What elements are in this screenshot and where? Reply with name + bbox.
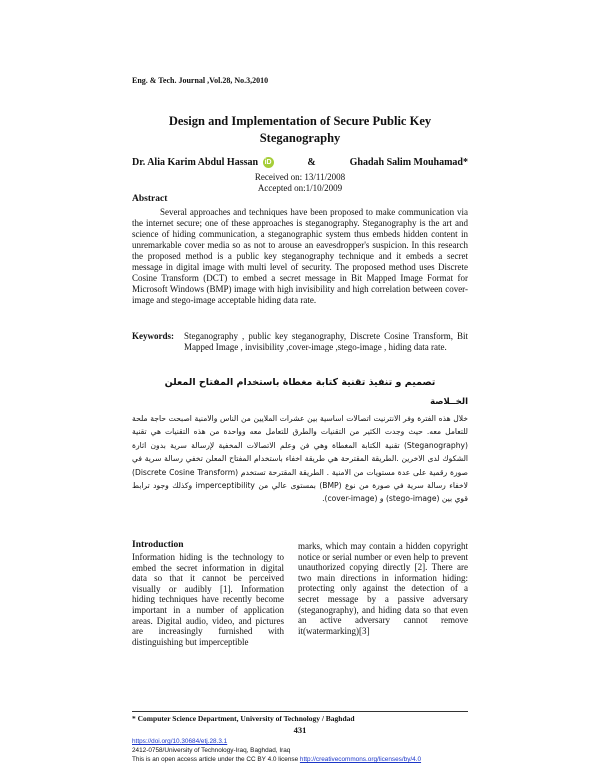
license-text: This is an open access article under the CC BY 4.0 license xyxy=(132,756,299,763)
license-line xyxy=(132,755,421,764)
keywords xyxy=(132,331,468,353)
license-link[interactable]: http://creativecommons.org/licenses/by/4.0 xyxy=(299,756,422,763)
introduction-heading: Introduction xyxy=(132,540,184,550)
keywords-text: Steganography , public key steganography, Discrete Cosine Transform, Bit Mapped Image , invisibility ,cover-image ,stego-image , hiding data rate. xyxy=(184,331,468,352)
arabic-abstract-heading: الخــلاصة xyxy=(430,397,468,407)
dates xyxy=(132,172,468,193)
publication-meta xyxy=(132,737,421,764)
received-date: Received on: 13/11/2008 xyxy=(254,172,346,182)
accepted-date: Accepted on:1/10/2009 xyxy=(257,182,343,193)
footnote-divider xyxy=(132,711,468,712)
author-2-name: Ghadah Salim Mouhamad* xyxy=(349,157,468,169)
issn-line: 2412-0758/University of Technology-Iraq, Baghdad, Iraq xyxy=(132,747,291,754)
doi-link[interactable]: https://doi.org/10.30684/etj.28.3.1 xyxy=(132,738,228,745)
abstract-heading: Abstract xyxy=(132,194,168,204)
page-number: 431 xyxy=(293,725,307,735)
affiliation-footnote: * Computer Science Department, University of Technology / Baghdad xyxy=(132,714,355,723)
arabic-title: تصميم و تنفيذ تقنية كتابة مغطاة باستخدام المفتاح المعلن xyxy=(164,377,436,388)
paper-title: Design and Implementation of Secure Public Key Steganography xyxy=(168,114,432,145)
keywords-label: Keywords: xyxy=(132,331,174,341)
author-1-name: Dr. Alia Karim Abdul Hassan xyxy=(132,157,259,168)
author-separator: & xyxy=(307,157,316,169)
journal-header: Eng. & Tech. Journal ,Vol.28, No.3,2010 xyxy=(132,76,269,85)
introduction-left-column: Information hiding is the technology to embed the secret information in digital data so that it cannot be perceived visually or audibly [1]. Information hiding techniques have recently become important in a number of application areas. Digital audio, video, and pictures are increasingly furnished with distinguishing but imperceptible xyxy=(132,552,284,647)
orcid-icon[interactable]: iD xyxy=(264,159,272,167)
introduction-right-column: marks, which may contain a hidden copyright notice or serial number or even help to prevent unauthorized copying directly [2]. There are two main directions in information hiding: protecting only against the detection of a secret message by a passive adversary (steganography), and hiding data so that even an active adversary cannot remove it(watermarking)[3] xyxy=(298,541,468,636)
author-line xyxy=(132,157,468,168)
arabic-abstract-text: خلال هذه الفترة وفر الانترنيت اتصالات اساسية بين عشرات الملايين من الناس والامنية اصبحت حاجة ملحة للتعامل معه. حيث وجدت الكثير من التقنيات والطرق للتعامل معه وواحدة من هذه التقنيات هي تقنية (Steganography) تقنية الكتابة المغطاة وهي فن وعلم الاتصالات المخفية لإرسالة سرية بدون اثارة الشكوك لدى الاخرين .الطريقة المقترحة هي طريقة اخفاء باستخدام المفتاح المعلن تخفي رسالة سرية في صورة رقمية على عدة مستويات من الامنية . الطريقة المقترحة تستخدم (Discrete Cosine Transform) لاخفاء رسالة سرية في صورة من نوع (BMP) بمستوى عالي من imperceptibility وكذلك وجود ترابط قوي بين (stego-image) و (cover-image). xyxy=(132,414,469,504)
author-1 xyxy=(132,157,274,168)
abstract-text: Several approaches and techniques have been proposed to make communication via the internet secure; one of these approaches is steganography. Steganography is the art and science of hiding communication, a steganographic system thus embeds hidden content in unremarkable cover media so as not to arouse an eavesdropper's suspicion. In this research the proposed method is a public key steganography technique and it embeds a secret message in digital image with multi level of security. The proposed method uses Discrete Cosine Transform (DCT) to embed a secret message in Bit Mapped Image Format for Microsoft Windows (BMP) image with high invisibility and high correlation between cover-image and stego-image acceptable hiding data rate. xyxy=(132,207,468,305)
